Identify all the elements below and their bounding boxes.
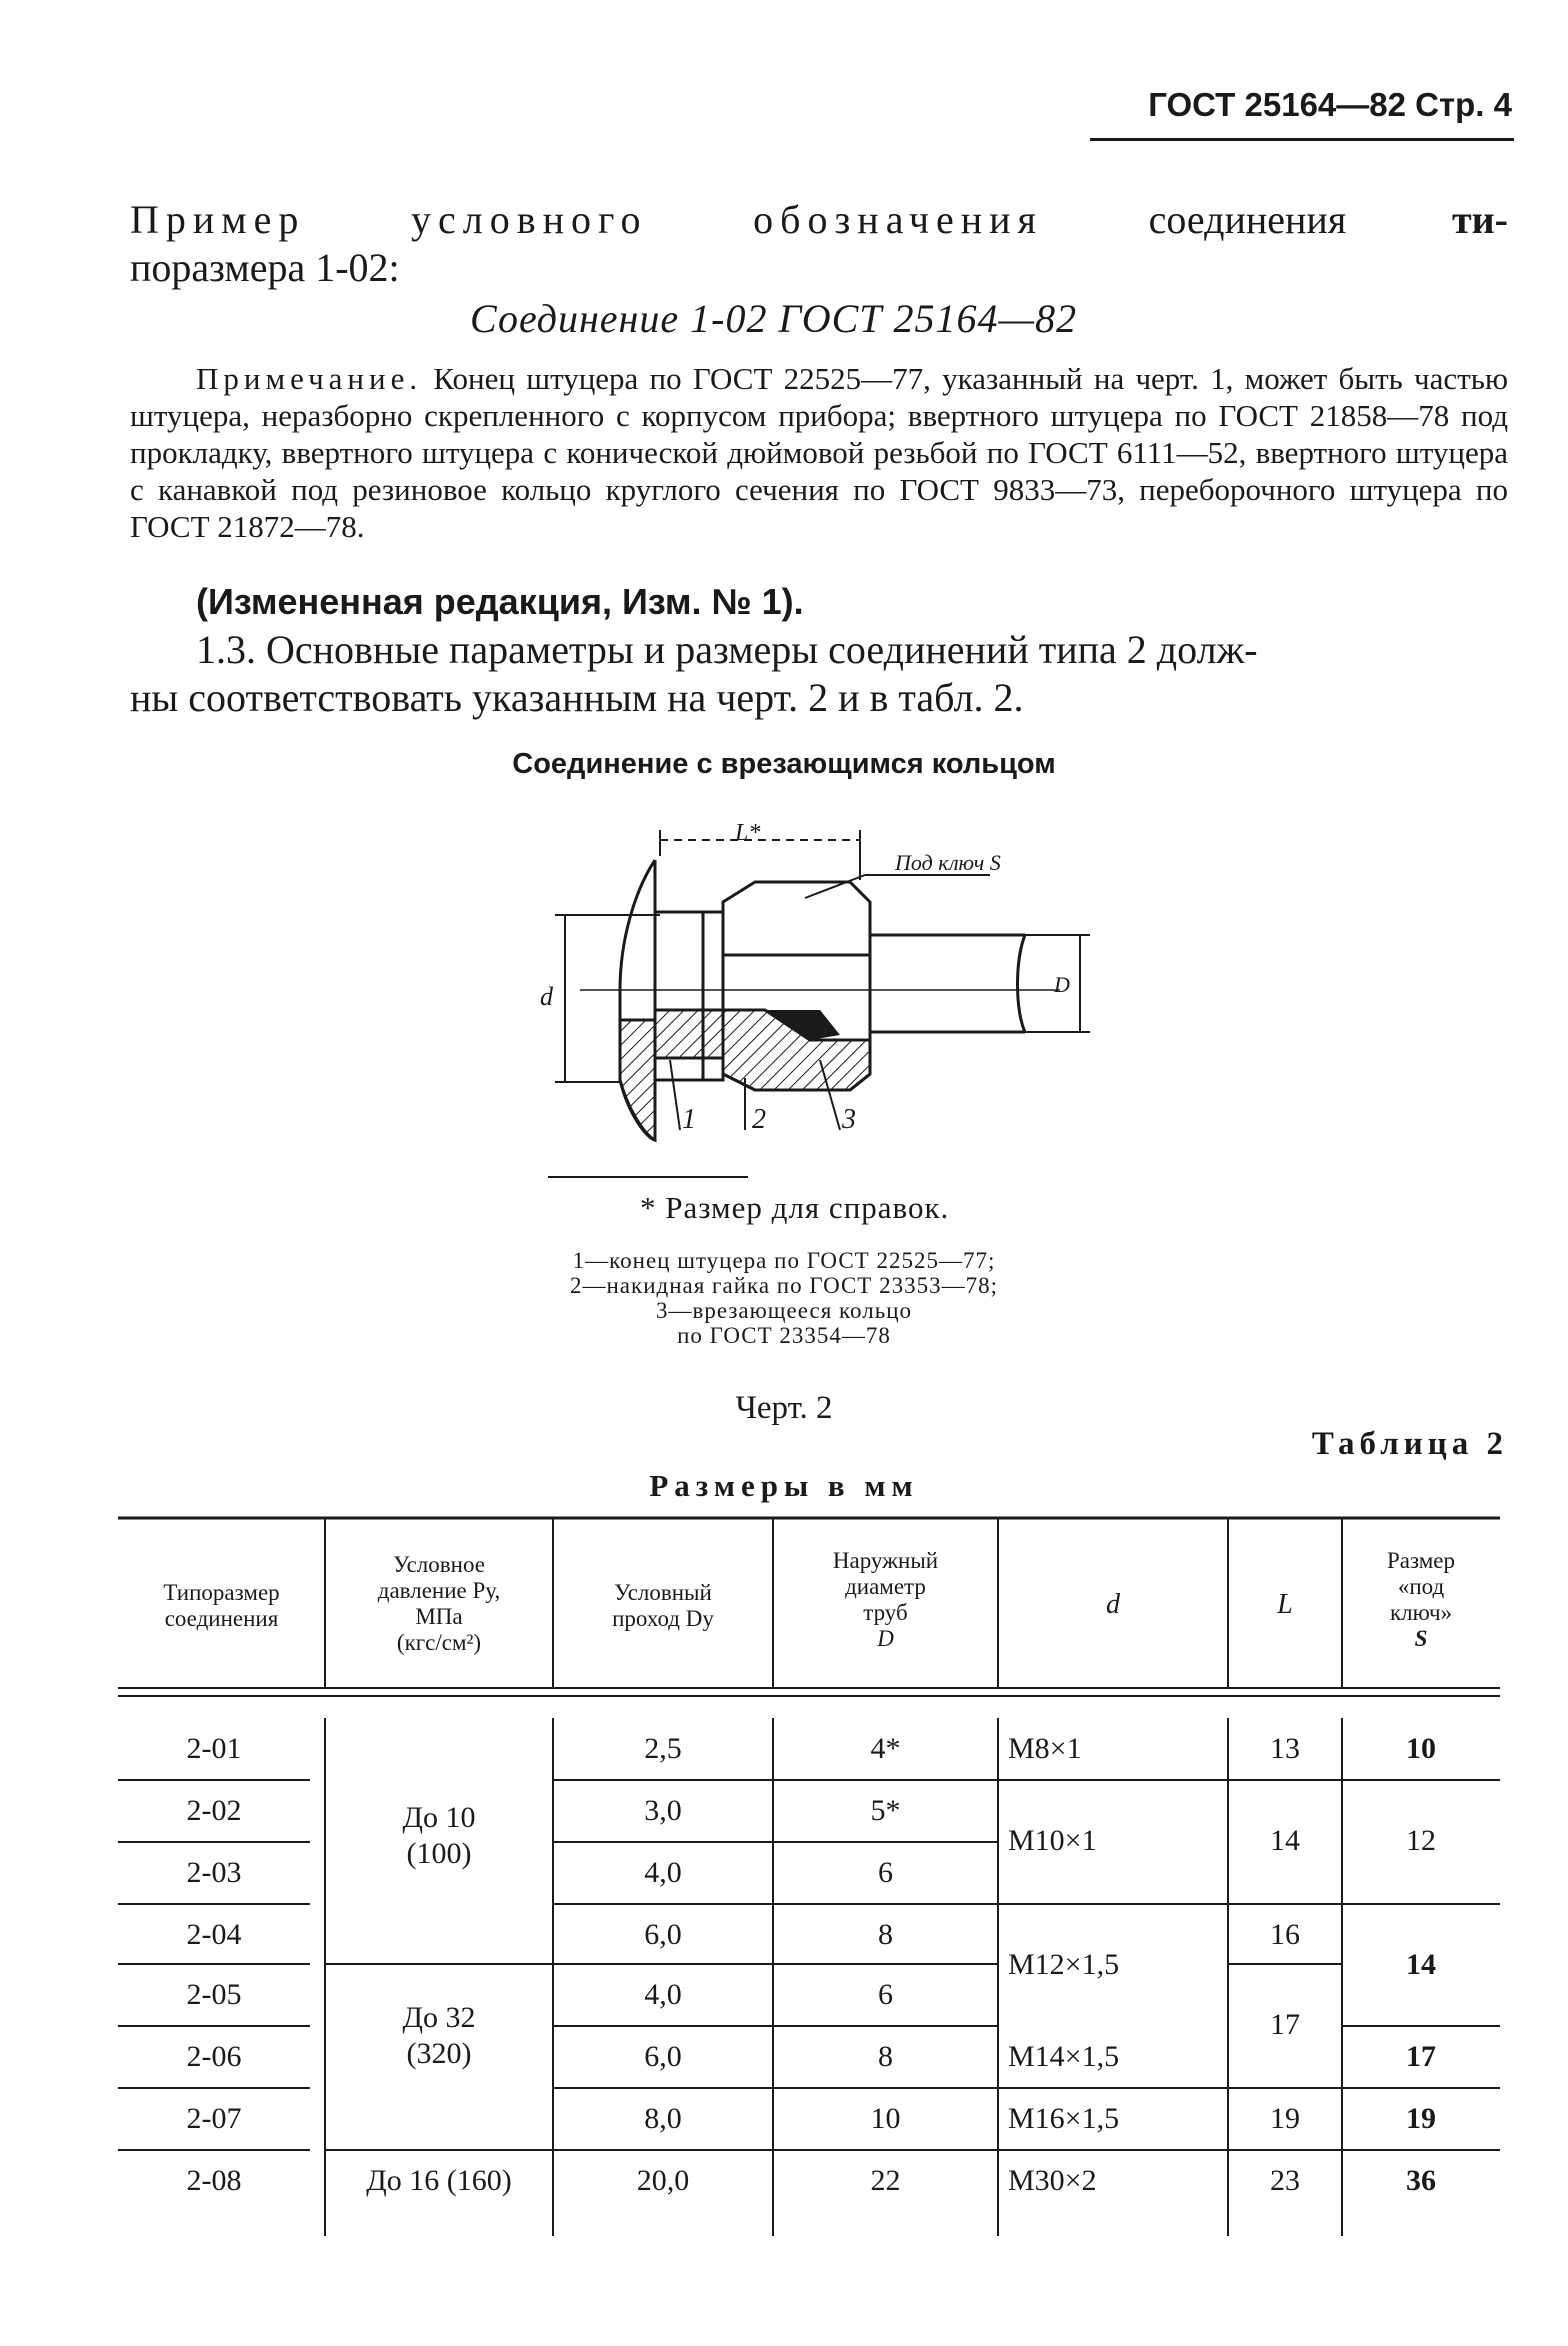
cell-length-4: 17 xyxy=(1270,2008,1300,2041)
callout-3: 3 xyxy=(842,1104,856,1135)
header-outer-line-2: диаметр xyxy=(845,1574,926,1599)
header-type xyxy=(118,1580,325,1632)
header-length-L: L xyxy=(1277,1589,1293,1620)
cell-wrench-4: 17 xyxy=(1406,2040,1436,2073)
header-pressure-line-1: Условное xyxy=(393,1552,485,1577)
cell-thread-6: М30×2 xyxy=(1008,2164,1097,2197)
example-line-2: поразмера 1-02: xyxy=(130,245,400,290)
cell-thread-4: М14×1,5 xyxy=(1008,2040,1120,2073)
cell-length-1: 13 xyxy=(1270,1732,1300,1765)
header-wrench-line-4: S xyxy=(1414,1626,1428,1651)
cell-pressure-2 xyxy=(325,2000,553,2072)
cell-dy-5: 4,0 xyxy=(644,1978,682,2011)
header-pressure-line-4: (кгс/см²) xyxy=(396,1630,482,1655)
table-units: Размеры в мм xyxy=(649,1468,919,1503)
cell-dy-1: 2,5 xyxy=(644,1732,682,1765)
dim-label-L: L* xyxy=(735,820,761,846)
cell-wrench-2: 12 xyxy=(1406,1824,1436,1857)
header-outer-line-1: Наружный xyxy=(832,1548,939,1573)
cell-type-6: 2-06 xyxy=(186,2040,242,2073)
dim-label-d: d xyxy=(540,982,553,1011)
cell-pressure-1 xyxy=(325,1800,553,1872)
cell-outer-7: 10 xyxy=(870,2102,901,2135)
cell-pressure-1-line-1: До 10 xyxy=(402,1801,476,1834)
cell-wrench-1: 10 xyxy=(1406,1732,1436,1765)
cell-length-5: 19 xyxy=(1270,2102,1300,2135)
header-pressure-line-3: МПа xyxy=(415,1604,463,1629)
cell-thread-3: М12×1,5 xyxy=(1008,1948,1120,1981)
cell-outer-5: 6 xyxy=(878,1978,893,2011)
note-text: Конец штуцера по ГОСТ 22525—77, указанный на черт. 1, может быть частью штуцера, неразборно скрепленного с корпусом прибора; ввертного штуцера по ГОСТ 21858—78 под прокладку, ввертного штуцера с конической дюймовой резьбой по ГОСТ 6111—52, ввертного штуцера с канавкой под резиновое кольцо круглого сечения по ГОСТ 9833—73, переборочного штуцера по ГОСТ 21872—78. xyxy=(130,361,1509,544)
cell-type-5: 2-05 xyxy=(186,1978,242,2011)
legend-item-1: 1—конец штуцера по ГОСТ 22525—77; xyxy=(572,1248,996,1273)
header-outer-diameter xyxy=(773,1548,998,1652)
cell-wrench-6: 36 xyxy=(1406,2164,1436,2197)
cell-outer-3: 6 xyxy=(878,1856,893,1889)
figure-footnote: * Размер для справок. xyxy=(640,1190,950,1225)
header-passage-line-1: Условный xyxy=(614,1580,712,1605)
cell-length-6: 23 xyxy=(1270,2164,1300,2197)
cell-outer-8: 22 xyxy=(870,2164,901,2197)
cell-type-2: 2-02 xyxy=(186,1794,242,1827)
page-header: ГОСТ 25164—82 Стр. 4 xyxy=(1148,86,1512,123)
header-passage xyxy=(553,1580,773,1632)
figure-title: Соединение с врезающимся кольцом xyxy=(512,748,1056,780)
table-label: Таблица 2 xyxy=(1311,1426,1508,1462)
cell-dy-7: 8,0 xyxy=(644,2102,682,2135)
callout-2: 2 xyxy=(752,1104,766,1135)
cell-wrench-5: 19 xyxy=(1406,2102,1436,2135)
header-pressure-line-2: давление Pу, xyxy=(377,1578,501,1603)
header-wrench-S xyxy=(1342,1548,1500,1652)
cell-type-3: 2-03 xyxy=(186,1856,242,1889)
header-wrench-line-3: ключ» xyxy=(1389,1600,1453,1625)
example-word-2: условного xyxy=(411,197,648,242)
cell-dy-3: 4,0 xyxy=(644,1856,682,1889)
header-type-line-2: соединения xyxy=(164,1606,279,1631)
cell-dy-4: 6,0 xyxy=(644,1918,682,1951)
cell-pressure-1-line-2: (100) xyxy=(406,1837,472,1870)
clause-line-2: ны соответствовать указанным на черт. 2 и в табл. 2. xyxy=(130,675,1024,720)
example-word-5: ти- xyxy=(1451,197,1508,242)
cell-type-1: 2-01 xyxy=(186,1732,242,1765)
cell-thread-1: М8×1 xyxy=(1008,1732,1082,1765)
header-passage-line-2: проход Dу xyxy=(612,1606,714,1631)
legend-item-2: 2—накидная гайка по ГОСТ 23353—78; xyxy=(570,1273,998,1298)
cell-thread-5: М16×1,5 xyxy=(1008,2102,1120,2135)
example-word-1: Пример xyxy=(130,197,306,242)
header-wrench-line-1: Размер xyxy=(1386,1548,1456,1573)
cell-outer-6: 8 xyxy=(878,2040,893,2073)
legend-item-3: 3—врезающееся кольцо xyxy=(655,1298,913,1323)
note-label: Примечание. xyxy=(196,361,423,396)
header-thread-d: d xyxy=(1106,1589,1120,1620)
example-word-3: обозначения xyxy=(753,197,1043,242)
header-type-line-1: Типоразмер xyxy=(163,1580,280,1605)
wrench-label: Под ключ S xyxy=(895,850,1001,875)
figure-caption: Черт. 2 xyxy=(735,1390,833,1426)
cell-type-8: 2-08 xyxy=(186,2164,242,2197)
revision-note: (Измененная редакция, Изм. № 1). xyxy=(196,581,804,622)
clause-line-1: 1.3. Основные параметры и размеры соединений типа 2 долж- xyxy=(196,627,1258,672)
cell-outer-4: 8 xyxy=(878,1918,893,1951)
cell-pressure-2-line-1: До 32 xyxy=(402,2001,476,2034)
header-outer-line-3: труб xyxy=(863,1600,908,1625)
cell-thread-2: М10×1 xyxy=(1008,1824,1097,1857)
cell-dy-6: 6,0 xyxy=(644,2040,682,2073)
header-pressure xyxy=(325,1552,553,1656)
cell-type-4: 2-04 xyxy=(186,1918,242,1951)
cell-dy-2: 3,0 xyxy=(644,1794,682,1827)
callout-1: 1 xyxy=(682,1104,696,1135)
header-wrench-line-2: «под xyxy=(1397,1574,1445,1599)
cell-outer-2: 5* xyxy=(870,1794,901,1827)
example-word-4: соединения xyxy=(1148,197,1347,242)
cell-pressure-2-line-2: (320) xyxy=(406,2037,472,2070)
legend-item-4: по ГОСТ 23354—78 xyxy=(677,1323,891,1348)
cell-outer-1: 4* xyxy=(870,1732,901,1765)
cell-wrench-3: 14 xyxy=(1406,1948,1436,1981)
cell-pressure-3: До 16 (160) xyxy=(366,2164,512,2197)
cell-length-2: 14 xyxy=(1270,1824,1300,1857)
cell-type-7: 2-07 xyxy=(186,2102,242,2135)
designation-formula: Соединение 1-02 ГОСТ 25164—82 xyxy=(470,296,1078,341)
cell-dy-8: 20,0 xyxy=(636,2164,690,2197)
cell-length-3: 16 xyxy=(1270,1918,1300,1951)
header-outer-line-4: D xyxy=(877,1626,894,1651)
dim-label-D: D xyxy=(1054,972,1070,997)
